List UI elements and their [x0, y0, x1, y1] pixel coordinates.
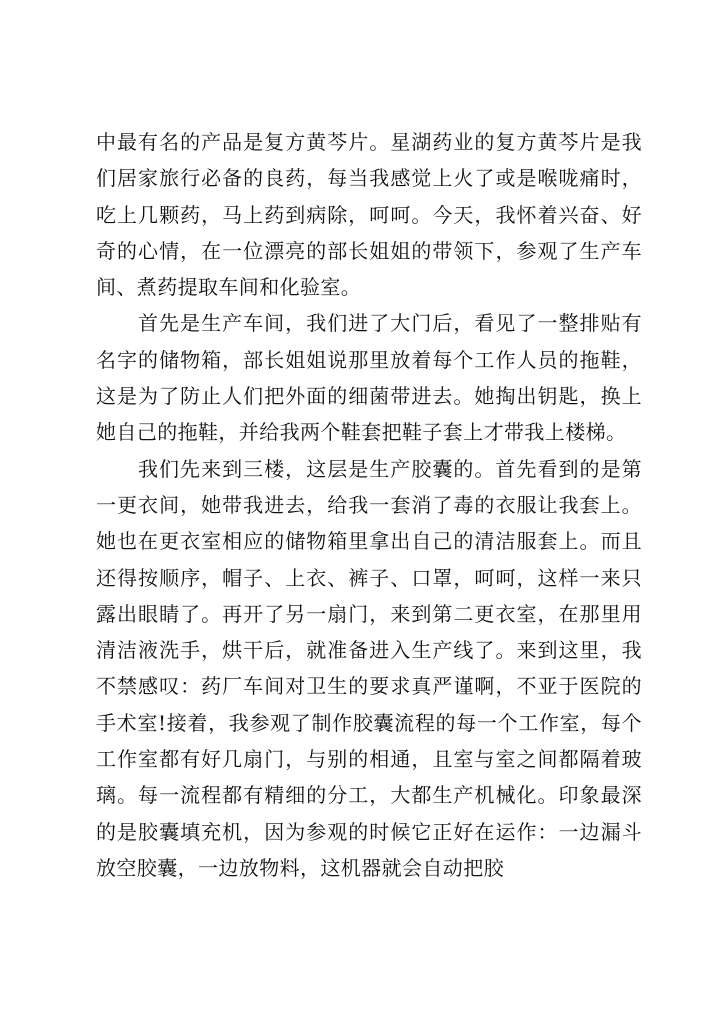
- paragraph-third-floor: 我们先来到三楼，这层是生产胶囊的。首先看到的是第一更衣间，她带我进去，给我一套消了毒的衣服让我套上。她也在更衣室相应的储物箱里拿出自己的清洁服套上。而且还得按顺序，帽子、上衣、裤子、口罩，呵呵，这样一来只露出眼睛了。再开了另一扇门，来到第二更衣室，在那里用清洁液洗手，烘干后，就准备进入生产线了。来到这里，我不禁感叹：药厂车间对卫生的要求真严谨啊，不亚于医院的手术室!接着，我参观了制作胶囊流程的每一个工作室，每个工作室都有好几扇门，与别的相通，且室与室之间都隔着玻璃。每一流程都有精细的分工，大都生产机械化。印象最深的是胶囊填充机，因为参观的时候它正好在运作：一边漏斗放空胶囊，一边放物料，这机器就会自动把胶: [96, 456, 642, 880]
- paragraph-intro: 中最有名的产品是复方黄芩片。星湖药业的复方黄芩片是我们居家旅行必备的良药，每当我感觉上火了或是喉咙痛时，吃上几颗药，马上药到病除，呵呵。今天，我怀着兴奋、好奇的心情，在一位漂亮的部长姐姐的带领下，参观了生产车间、煮药提取车间和化验室。: [96, 130, 642, 300]
- paragraph-production-workshop: 首先是生产车间，我们进了大门后，看见了一整排贴有名字的储物箱，部长姐姐说那里放着每个工作人员的拖鞋，这是为了防止人们把外面的细菌带进去。她掏出钥匙，换上她自己的拖鞋，并给我两个鞋套把鞋子套上才带我上楼梯。: [96, 311, 642, 445]
- body-text: [96, 124, 642, 886]
